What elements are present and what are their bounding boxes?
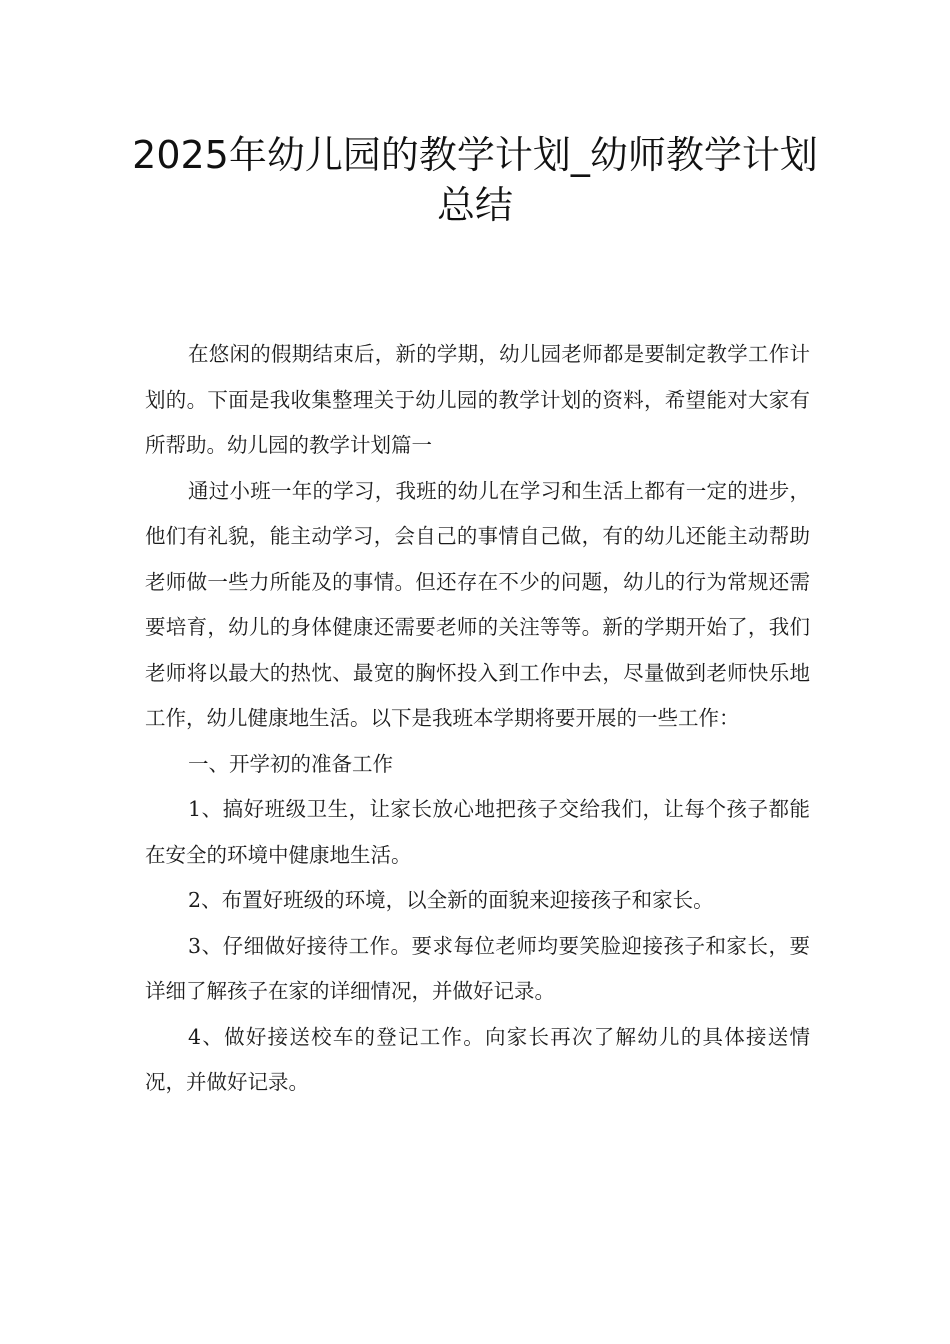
document-title: 2025年幼儿园的教学计划_幼师教学计划总结: [132, 133, 818, 227]
paragraph-intro: 在悠闲的假期结束后，新的学期，幼儿园老师都是要制定教学工作计划的。下面是我收集整理关于幼儿园的教学计划的资料，希望能对大家有所帮助。幼儿园的教学计划篇一: [145, 342, 810, 457]
paragraph-overview: 通过小班一年的学习，我班的幼儿在学习和生活上都有一定的进步，他们有礼貌，能主动学习，会自己的事情自己做，有的幼儿还能主动帮助老师做一些力所能及的事情。但还存在不少的问题，幼儿的行为常规还需要培育，幼儿的身体健康还需要老师的关注等等。新的学期开始了，我们老师将以最大的热忱、最宽的胸怀投入到工作中去，尽量做到老师快乐地工作，幼儿健康地生活。以下是我班本学期将要开展的一些工作：: [145, 478, 810, 730]
list-item: 4、做好接送校车的登记工作。向家长再次了解幼儿的具体接送情况，并做好记录。: [145, 1024, 810, 1094]
section-heading: 一、开学初的准备工作: [188, 751, 394, 776]
document-body: [145, 332, 810, 1106]
list-item: 2、布置好班级的环境，以全新的面貌来迎接孩子和家长。: [188, 888, 714, 912]
list-item: 1、搞好班级卫生，让家长放心地把孩子交给我们，让每个孩子都能在安全的环境中健康地生活。: [145, 797, 810, 867]
list-item: 3、仔细做好接待工作。要求每位老师均要笑脸迎接孩子和家长，要详细了解孩子在家的详细情况，并做好记录。: [145, 933, 810, 1003]
